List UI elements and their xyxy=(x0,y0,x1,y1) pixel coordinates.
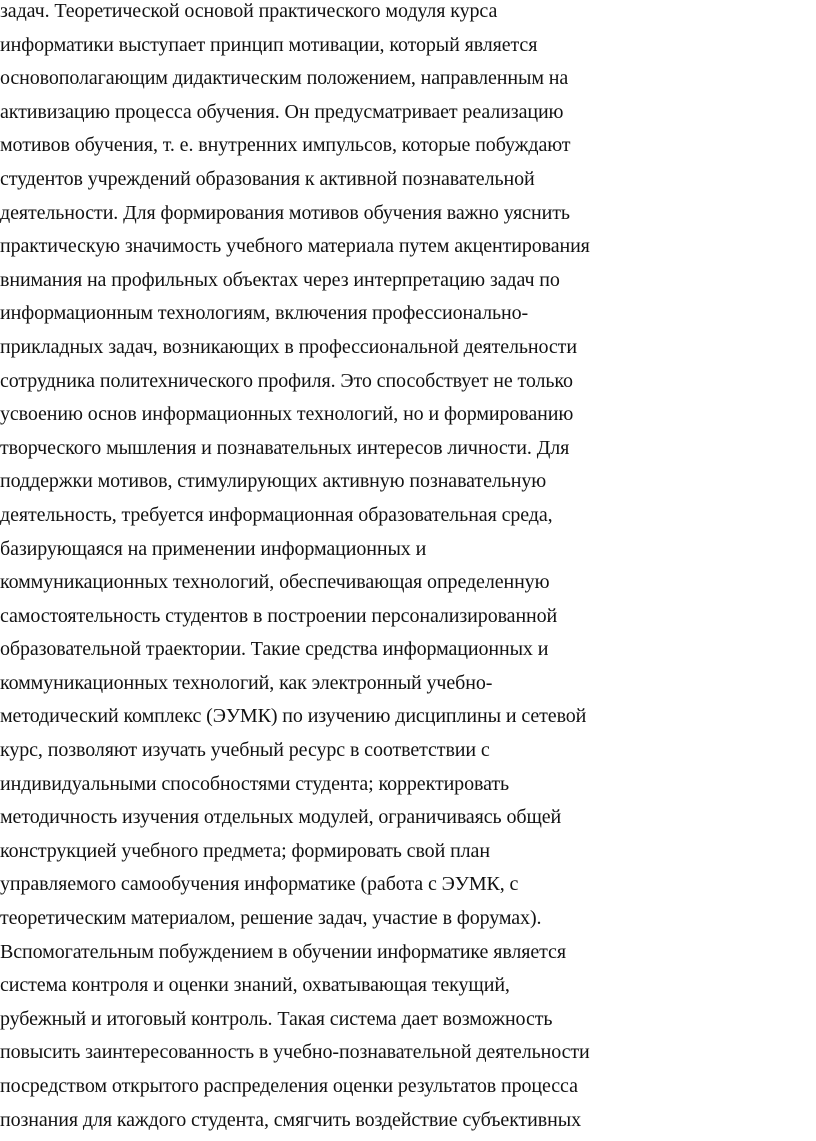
text-line: деятельности. Для формирования мотивов обучения важно уяснить xyxy=(0,201,570,224)
text-line: деятельность, требуется информационная образовательная среда, xyxy=(0,503,553,526)
text-line: образовательной траектории. Такие средства информационных и xyxy=(0,638,549,661)
text-line: познания для каждого студента, смягчить воздействие субъективных xyxy=(0,1108,581,1131)
text-line: система контроля и оценки знаний, охватывающая текущий, xyxy=(0,974,510,997)
text-line: индивидуальными способностями студента; корректировать xyxy=(0,772,509,795)
text-line: задач. Теоретической основой практического модуля курса xyxy=(0,0,498,22)
text-line: базирующаяся на применении информационных и xyxy=(0,537,427,560)
text-line: мотивов обучения, т. е. внутренних импульсов, которые побуждают xyxy=(0,134,571,157)
text-line: рубежный и итоговый контроль. Такая система дает возможность xyxy=(0,1007,553,1030)
text-line: информатики выступает принцип мотивации, который является xyxy=(0,33,538,56)
text-line: курс, позволяют изучать учебный ресурс в соответствии с xyxy=(0,739,490,762)
text-line: внимания на профильных объектах через интерпретацию задач по xyxy=(0,268,560,291)
text-line: методический комплекс (ЭУМК) по изучению дисциплины и сетевой xyxy=(0,705,587,728)
text-line: сотрудника политехнического профиля. Это способствует не только xyxy=(0,369,573,392)
text-line: методичность изучения отдельных модулей, ограничиваясь общей xyxy=(0,806,562,829)
text-line: Вспомогательным побуждением в обучении информатике является xyxy=(0,940,566,963)
text-line: повысить заинтересованность в учебно-познавательной деятельности xyxy=(0,1041,590,1064)
text-line: информационным технологиям, включения профессионально- xyxy=(0,302,529,325)
text-line: посредством открытого распределения оценки результатов процесса xyxy=(0,1075,578,1097)
text-line: творческого мышления и познавательных интересов личности. Для xyxy=(0,436,570,459)
text-line: практическую значимость учебного материала путем акцентирования xyxy=(0,235,590,258)
text-line: поддержки мотивов, стимулирующих активную познавательную xyxy=(0,470,547,493)
text-line: усвоению основ информационных технологий, но и формированию xyxy=(0,403,574,426)
text-line: активизацию процесса обучения. Он предусматривает реализацию xyxy=(0,100,564,123)
text-line: основополагающим дидактическим положением, направленным на xyxy=(0,67,569,90)
text-line: конструкцией учебного предмета; формировать свой план xyxy=(0,839,490,862)
text-line: управляемого самообучения информатике (работа с ЭУМК, с xyxy=(0,873,519,896)
text-line: теоретическим материалом, решение задач, участие в форумах). xyxy=(0,907,542,930)
text-line: студентов учреждений образования к активной познавательной xyxy=(0,167,535,190)
text-line: коммуникационных технологий, как электронный учебно- xyxy=(0,671,493,694)
text-line: прикладных задач, возникающих в профессиональной деятельности xyxy=(0,335,577,358)
text-line: коммуникационных технологий, обеспечивающая определенную xyxy=(0,571,550,594)
text-line: самостоятельность студентов в построении персонализированной xyxy=(0,604,558,627)
